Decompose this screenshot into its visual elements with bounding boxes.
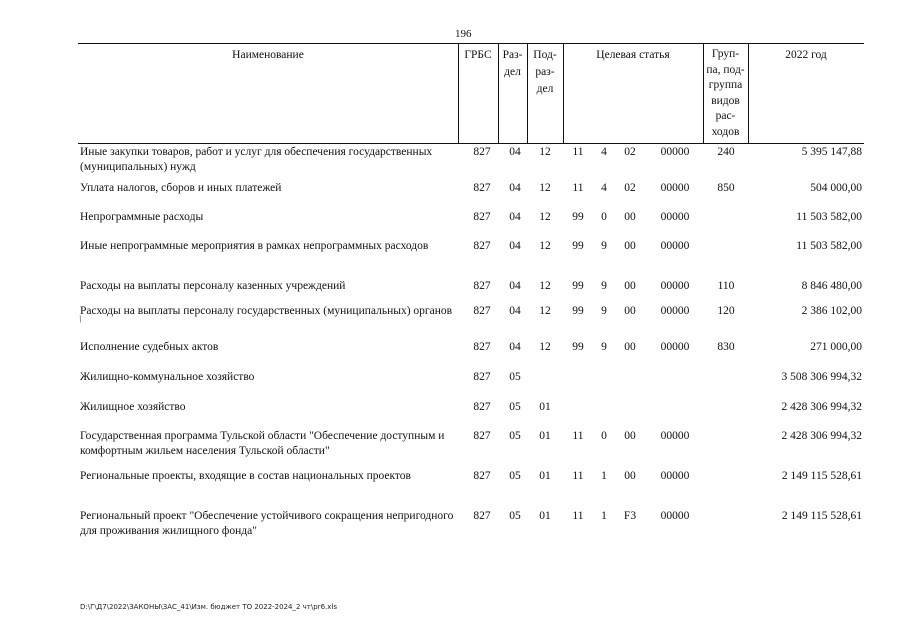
row-amount: 11 503 582,00 [796, 211, 862, 223]
row-amount: 2 386 102,00 [801, 305, 862, 317]
row-name: Непрограммные расходы [80, 211, 204, 223]
row-razdel: 04 [509, 240, 521, 252]
row-name: Региональный проект "Обеспечение устойчивого сокращения непригодного для проживания жилищного фонда" [80, 510, 454, 537]
row-target-1: 11 [572, 146, 584, 158]
row-amount: 2 149 115 528,61 [781, 470, 862, 482]
header-vid-line: группа [708, 79, 743, 91]
row-grbs: 827 [473, 280, 491, 292]
row-amount: 8 846 480,00 [801, 280, 862, 292]
row-grbs: 827 [473, 341, 491, 353]
row-podrazdel: 12 [539, 146, 551, 158]
header-razdel-line: Раз- [502, 49, 523, 61]
row-podrazdel: 12 [539, 280, 551, 292]
row-razdel: 04 [509, 211, 521, 223]
header-grbs: ГРБС [464, 49, 492, 61]
row-target-2: 9 [601, 240, 607, 252]
page-number: 196 [455, 28, 472, 40]
row-grbs: 827 [473, 240, 491, 252]
row-target-1: 11 [572, 182, 584, 194]
row-grbs: 827 [473, 146, 491, 158]
row-target-3: F3 [623, 510, 637, 522]
row-target-4: 00000 [660, 470, 690, 482]
header-vid-line: па, под- [706, 63, 745, 76]
row-grbs: 827 [473, 510, 491, 522]
row-podrazdel: 12 [539, 240, 551, 252]
header-vid-line: ходов [711, 125, 740, 138]
row-name: Государственная программа Тульской области "Обеспечение доступным и комфортным жильем населения Тульской области" [80, 430, 445, 457]
row-podrazdel: 01 [539, 510, 551, 522]
row-amount: 2 428 306 994,32 [781, 401, 862, 413]
row-target-4: 00000 [660, 510, 690, 522]
row-podrazdel: 12 [539, 341, 551, 353]
header-vid-line: видов [711, 94, 740, 107]
row-target-1: 99 [572, 240, 584, 252]
row-amount: 504 000,00 [810, 182, 862, 194]
row-amount: 271 000,00 [810, 341, 862, 353]
row-razdel: 05 [509, 510, 521, 522]
row-razdel: 05 [509, 470, 521, 482]
row-grbs: 827 [473, 401, 491, 413]
row-amount: 5 395 147,88 [801, 146, 862, 158]
table-header [78, 43, 864, 144]
header-target: Целевая статья [596, 49, 670, 61]
row-podrazdel: 12 [539, 182, 551, 194]
row-target-4: 00000 [660, 341, 690, 353]
row-podrazdel: 12 [539, 305, 551, 317]
row-podrazdel: 12 [539, 211, 551, 223]
row-podrazdel: 01 [539, 401, 551, 413]
row-razdel: 04 [509, 280, 521, 292]
header-podrazdel-line: Под- [533, 49, 557, 61]
row-target-3: 00 [624, 211, 636, 223]
row-target-3: 02 [624, 182, 636, 194]
row-target-3: 00 [624, 341, 636, 353]
row-name: Иные непрограммные мероприятия в рамках непрограммных расходов [80, 240, 429, 252]
row-target-3: 00 [624, 280, 636, 292]
row-target-4: 00000 [660, 146, 690, 158]
row-target-3: 00 [624, 240, 636, 252]
row-target-3: 02 [624, 146, 636, 158]
row-amount: 11 503 582,00 [796, 240, 862, 252]
row-target-4: 00000 [660, 305, 690, 317]
file-path-footer: D:\Г\Д7\2022\ЗАКОНЫ\ЗАС_41\Изм. бюджет ТО 2022-2024_2 чт\pr6.xls [80, 603, 337, 611]
row-target-1: 99 [572, 211, 584, 223]
row-grbs: 827 [473, 371, 491, 383]
row-grbs: 827 [473, 470, 491, 482]
row-target-1: 99 [572, 280, 584, 292]
row-target-4: 00000 [660, 240, 690, 252]
row-name: Расходы на выплаты персоналу казенных учреждений [80, 280, 346, 292]
header-podrazdel-line: раз- [535, 66, 555, 78]
row-target-2: 0 [601, 430, 607, 442]
row-target-4: 00000 [660, 430, 690, 442]
row-target-2: 9 [601, 280, 607, 292]
header-vid-line: рас- [715, 110, 736, 122]
row-vid: 830 [717, 341, 735, 353]
header-podrazdel [527, 47, 563, 98]
row-target-1: 11 [572, 510, 584, 522]
row-name: Жилищно-коммунальное хозяйство [80, 371, 255, 383]
header-year: 2022 год [785, 49, 827, 61]
row-target-2: 1 [601, 470, 607, 482]
row-target-1: 99 [572, 305, 584, 317]
row-target-2: 9 [601, 341, 607, 353]
row-target-3: 00 [624, 430, 636, 442]
row-grbs: 827 [473, 305, 491, 317]
row-target-1: 11 [572, 430, 584, 442]
row-name: Исполнение судебных актов [80, 341, 219, 353]
header-vid-line: Груп- [711, 48, 740, 60]
row-grbs: 827 [473, 430, 491, 442]
row-amount: 2 428 306 994,32 [781, 430, 862, 442]
row-target-4: 00000 [660, 211, 690, 223]
row-name: Жилищное хозяйство [80, 401, 186, 413]
row-target-3: 00 [624, 470, 636, 482]
row-target-2: 9 [601, 305, 607, 317]
header-razdel-line: дел [504, 66, 521, 78]
row-amount: 2 149 115 528,61 [781, 510, 862, 522]
row-vid: 240 [717, 146, 735, 158]
row-grbs: 827 [473, 182, 491, 194]
row-target-2: 4 [601, 146, 607, 158]
row-razdel: 04 [509, 146, 521, 158]
header-podrazdel-line: дел [536, 83, 554, 95]
row-razdel: 05 [509, 371, 521, 383]
row-razdel: 04 [509, 305, 521, 317]
row-razdel: 04 [509, 341, 521, 353]
row-name: Иные закупки товаров, работ и услуг для обеспечения государственных (муниципальных) нужд [80, 146, 433, 173]
row-amount: 3 508 306 994,32 [781, 371, 862, 383]
row-podrazdel: 01 [539, 470, 551, 482]
row-target-4: 00000 [660, 182, 690, 194]
header-razdel [498, 47, 527, 81]
row-razdel: 05 [509, 401, 521, 413]
row-vid: 110 [717, 280, 735, 292]
row-vid: 120 [717, 305, 735, 317]
row-name: Региональные проекты, входящие в состав национальных проектов [80, 470, 411, 482]
row-razdel: 05 [509, 430, 521, 442]
row-target-2: 4 [601, 182, 607, 194]
row-target-1: 99 [572, 341, 584, 353]
pen-mark: / [77, 313, 84, 326]
row-name: Расходы на выплаты персоналу государственных (муниципальных) органов [80, 305, 453, 317]
row-grbs: 827 [473, 211, 491, 223]
row-target-4: 00000 [660, 280, 690, 292]
row-podrazdel: 01 [539, 430, 551, 442]
row-vid: 850 [717, 182, 735, 194]
row-name: Уплата налогов, сборов и иных платежей [80, 182, 282, 194]
header-name: Наименование [232, 49, 304, 61]
row-target-2: 0 [601, 211, 607, 223]
row-razdel: 04 [509, 182, 521, 194]
row-target-2: 1 [601, 510, 607, 522]
row-target-1: 11 [572, 470, 584, 482]
row-target-3: 00 [624, 305, 636, 317]
header-vid [703, 47, 748, 140]
